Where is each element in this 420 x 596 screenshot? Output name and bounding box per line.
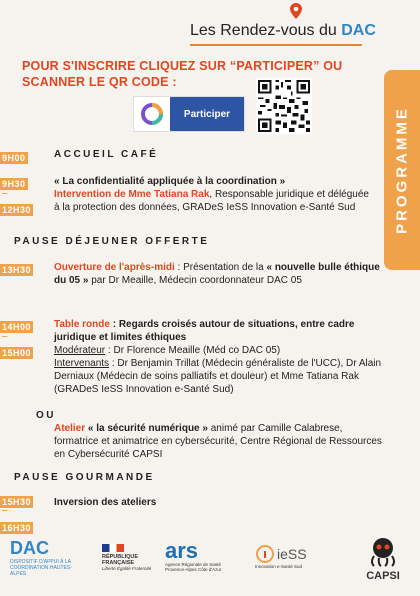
title-brand: DAC [341,22,376,39]
registration-instructions: POUR S'INSCRIRE CLIQUEZ SUR “PARTICIPER” OU SCANNER LE QR CODE : [22,59,343,89]
session-confidentialite [54,175,374,214]
time-slot-9h00 [0,148,32,166]
atelier-quote: « la sécurité numérique » [85,423,208,434]
moderateur-text: : Dr Florence Meaille (Méd co DAC 05) [105,345,281,356]
inversion-ateliers: Inversion des ateliers [54,497,157,508]
ars-logo-text: ars [165,538,199,563]
session-quote: « La confidentialité appliquée à la coordination » [54,176,286,187]
accueil-cafe-heading: ACCUEIL CAFÉ [54,149,159,160]
pause-dejeuner-heading: PAUSE DÉJEUNER OFFERTE [14,236,210,247]
qr-code-icon[interactable] [256,78,312,134]
time-label: 14H00 [2,322,32,332]
intervenants-text: : Dr Benjamin Trillat (Médecin généraliste de l'UCC), Dr Alain Derniaux (Médecin de soins palliatifs et douleur) et Mme Tatiana Rak (GRADeS IeSS Innovation e-Santé Sud) [54,358,382,395]
republique-text: RÉPUBLIQUE FRANÇAISE [102,554,139,566]
republique-motto: Liberté Égalité Fraternité [102,566,152,571]
time-label: 9H30 [2,179,26,189]
pause-gourmande-heading: PAUSE GOURMANDE [14,472,155,483]
time-slot-13h30 [0,260,32,278]
session-atelier [54,422,384,461]
dac-logo-sub: DISPOSITIF D'APPUI À LA COORDINATION HAUTES-ALPES [10,559,72,577]
time-dash: – [2,505,8,516]
session-quote: « nouvelle bulle éthique du 05 » [54,262,380,286]
iess-icon [255,544,275,564]
time-label: 12H30 [2,205,32,215]
capsi-logo [355,534,411,582]
capsi-logo-text: CAPSI [366,570,400,582]
dac-logo-text: DAC [10,538,49,558]
atelier-lead: Atelier [54,423,86,434]
time-label: 15H00 [2,348,32,358]
title-prefix: Les Rendez-vous du [190,22,342,39]
session-lead: Ouverture de l'après-midi [54,262,175,273]
flag-icon [102,544,124,552]
moderateur-label: Modérateur [54,345,106,356]
time-label: 13H30 [2,265,32,275]
session-ouverture [54,261,384,287]
time-label: 15H30 [2,497,32,507]
page-title [190,22,376,40]
time-slot-12h30 [0,200,32,218]
session-lead: Table ronde [54,319,110,330]
session-details: par Dr Meaille, Médecin coordonnateur DAC 05 [88,275,302,286]
participer-button[interactable] [133,96,245,132]
octopus-icon [366,534,400,568]
programme-side-tab [384,70,420,270]
time-label: 9H00 [2,153,26,163]
time-label: 16H30 [2,523,32,533]
participer-label: Participer [170,97,244,131]
iess-logo-sub: Innovation e-Santé Sud [255,564,303,569]
dac-logo [10,538,72,577]
ou-separator: OU [36,410,56,421]
session-speaker: Intervention de Mme Tatiana Rak [54,189,210,200]
republique-logo [102,544,152,571]
time-slot-15h00 [0,343,32,361]
ars-logo [165,540,235,572]
intervenants-label: Intervenants [54,358,110,369]
time-dash: – [2,188,8,199]
atelier-details: animé par Camille Calabrese, formatrice et animatrice en cybersécurité, Centre Régional de Ressources en Cybersécurité CAPSI [54,423,382,460]
location-pin-icon [290,3,302,19]
title-underline [190,44,362,46]
ars-logo-sub: Agence Régionale de Santé Provence-Alpes Côte d'Azur [165,562,222,572]
iess-logo [255,544,335,569]
livestorm-logo-icon [134,97,170,131]
time-dash: – [2,331,8,342]
session-details: , Responsable juridique et déléguée à la protection des données, GRADeS IeSS Innovation e-Santé Sud [54,189,369,213]
iess-logo-text: ieSS [276,546,307,562]
partner-logos [0,530,420,596]
session-mid: : Présentation de la [174,262,267,273]
session-title: : Regards croisés autour de situations, entre cadre juridique et limites éthiques [54,319,355,343]
session-table-ronde [54,318,384,396]
programme-label: PROGRAMME [393,106,411,234]
